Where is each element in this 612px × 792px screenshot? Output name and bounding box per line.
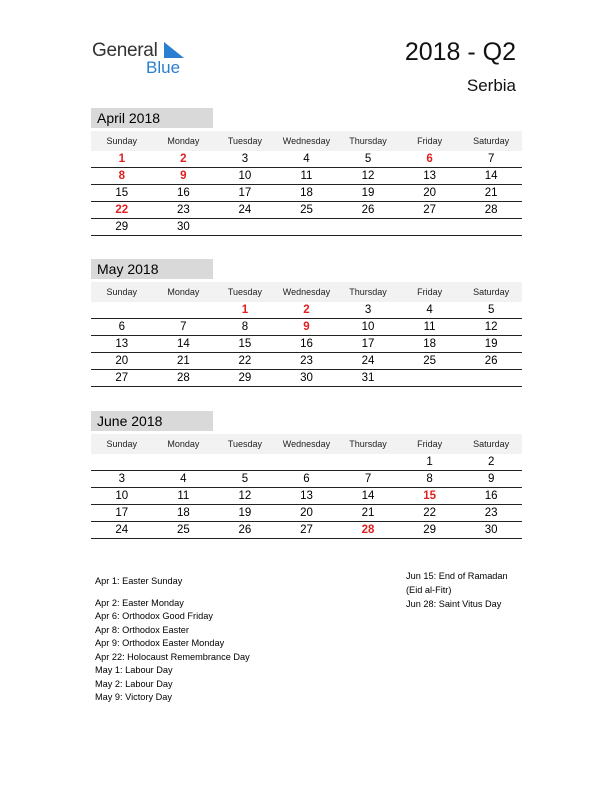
day-cell: 26: [361, 204, 375, 216]
day-cell: [460, 219, 522, 235]
month-title: June 2018: [91, 411, 213, 431]
day-cell: 23: [484, 507, 498, 519]
day-cell: 28: [176, 372, 190, 384]
day-cell: 25: [423, 355, 436, 367]
day-cell: 20: [115, 355, 129, 367]
weekday-header-row: [91, 434, 522, 454]
day-cell: 20: [423, 187, 436, 199]
holiday-day-cell: 9: [180, 170, 187, 182]
day-cell: 30: [176, 221, 190, 233]
day-cell: 17: [361, 338, 375, 350]
weekday-label: Monday: [167, 287, 200, 297]
day-cell: [153, 454, 215, 470]
weekday-label: Tuesday: [227, 136, 262, 146]
day-cell: 11: [423, 321, 436, 333]
day-cell: 3: [118, 473, 125, 485]
day-cell: 5: [487, 304, 495, 316]
weekday-header-row: [91, 282, 522, 302]
day-cell: [399, 370, 461, 386]
day-cell: 21: [484, 187, 498, 199]
weekday-label: Wednesday: [282, 439, 331, 449]
day-cell: 10: [361, 321, 375, 333]
holiday-note: Jun 15: End of Ramadan: [406, 571, 508, 581]
week-row: [91, 202, 522, 219]
day-cell: [153, 302, 215, 318]
day-cell: 8: [426, 473, 433, 485]
day-cell: 19: [484, 338, 498, 350]
day-cell: 2: [487, 456, 495, 468]
week-row: [91, 488, 522, 505]
day-cell: [337, 219, 399, 235]
holiday-notes-left: [95, 575, 250, 705]
day-cell: 16: [484, 490, 498, 502]
day-cell: 24: [361, 355, 375, 367]
weekday-label: Friday: [417, 136, 443, 146]
week-row: [91, 353, 522, 370]
day-cell: [91, 454, 153, 470]
day-cell: 12: [484, 321, 498, 333]
holiday-day-cell: 1: [118, 153, 125, 165]
day-cell: 6: [303, 473, 310, 485]
holiday-note: May 9: Victory Day: [95, 692, 172, 702]
day-cell: 13: [115, 338, 129, 350]
weekday-label: Sunday: [106, 439, 138, 449]
day-cell: 9: [487, 473, 495, 485]
week-row: [91, 370, 522, 387]
day-cell: 7: [180, 321, 187, 333]
day-cell: 17: [115, 507, 129, 519]
weekday-label: Saturday: [473, 136, 510, 146]
week-row: [91, 454, 522, 471]
day-cell: [214, 454, 276, 470]
weekday-label: Friday: [417, 287, 443, 297]
holiday-note: (Eid al-Fitr): [406, 584, 452, 595]
logo-triangle-icon: [164, 42, 184, 58]
day-cell: 25: [176, 524, 190, 536]
holiday-note: May 1: Labour Day: [95, 665, 173, 675]
month-calendar: [91, 259, 522, 387]
week-row: [91, 151, 522, 168]
day-cell: 11: [300, 170, 313, 182]
week-row: [91, 319, 522, 336]
logo: [92, 40, 202, 80]
weekday-label: Wednesday: [282, 287, 331, 297]
day-cell: 8: [241, 321, 249, 333]
holiday-day-cell: 2: [180, 153, 187, 165]
weekday-label: Thursday: [349, 287, 387, 297]
holiday-note: May 2: Labour Day: [95, 678, 173, 689]
day-cell: 15: [115, 187, 129, 199]
weekday-header-row: [91, 131, 522, 151]
holiday-day-cell: 6: [426, 153, 433, 165]
weekday-label: Thursday: [349, 136, 387, 146]
day-cell: 15: [238, 338, 252, 350]
day-cell: 22: [238, 355, 252, 367]
month-title: April 2018: [91, 108, 213, 128]
day-cell: 13: [423, 170, 436, 182]
holiday-note: Apr 8: Orthodox Easter: [95, 624, 189, 635]
holiday-day-cell: 2: [303, 304, 310, 316]
day-cell: 27: [300, 524, 313, 536]
day-cell: 29: [423, 524, 436, 536]
day-cell: 4: [303, 153, 310, 165]
week-row: [91, 505, 522, 522]
day-cell: 24: [115, 524, 129, 536]
weekday-label: Sunday: [106, 136, 138, 146]
weekday-label: Thursday: [349, 439, 387, 449]
weekday-label: Monday: [167, 136, 200, 146]
day-cell: 18: [176, 507, 190, 519]
holiday-note: Apr 6: Orthodox Good Friday: [95, 611, 213, 621]
weekday-label: Saturday: [473, 439, 510, 449]
day-cell: 25: [300, 204, 313, 216]
day-cell: [91, 302, 153, 318]
weekday-label: Wednesday: [282, 136, 331, 146]
day-cell: 18: [423, 338, 436, 350]
day-cell: 3: [241, 153, 249, 165]
day-cell: 27: [115, 372, 129, 384]
day-cell: [276, 219, 338, 235]
week-row: [91, 302, 522, 319]
month-calendar: [91, 411, 522, 539]
holiday-note: Apr 9: Orthodox Easter Monday: [95, 638, 225, 648]
day-cell: 20: [300, 507, 313, 519]
weekday-label: Tuesday: [227, 287, 262, 297]
weekday-label: Friday: [417, 439, 443, 449]
day-cell: 10: [238, 170, 252, 182]
week-row: [91, 336, 522, 353]
day-cell: 7: [364, 473, 372, 485]
weekday-label: Monday: [167, 439, 200, 449]
holiday-day-cell: 8: [118, 170, 125, 182]
day-cell: 11: [177, 490, 190, 502]
day-cell: 12: [238, 490, 252, 502]
day-cell: 14: [176, 338, 190, 350]
day-cell: 24: [238, 204, 252, 216]
weekday-label: Saturday: [473, 287, 510, 297]
day-cell: 19: [361, 187, 375, 199]
day-cell: 29: [115, 221, 129, 233]
day-cell: 4: [180, 473, 187, 485]
week-row: [91, 185, 522, 202]
day-cell: 14: [361, 490, 375, 502]
day-cell: 22: [423, 507, 436, 519]
weekday-label: Tuesday: [227, 439, 262, 449]
holiday-day-cell: 1: [241, 304, 249, 316]
day-cell: 21: [361, 507, 375, 519]
week-row: [91, 522, 522, 539]
day-cell: [399, 219, 461, 235]
day-cell: 21: [176, 355, 190, 367]
day-cell: 17: [238, 187, 252, 199]
logo-general-text: General: [92, 40, 158, 61]
holiday-day-cell: 9: [303, 321, 310, 333]
day-cell: 30: [484, 524, 498, 536]
holiday-note: Apr 1: Easter Sunday: [95, 576, 183, 586]
day-cell: [276, 454, 338, 470]
day-cell: 31: [361, 372, 375, 384]
holiday-notes-right: [406, 570, 508, 612]
day-cell: 29: [238, 372, 252, 384]
day-cell: 16: [176, 187, 190, 199]
day-cell: 6: [118, 321, 125, 333]
day-cell: 30: [300, 372, 313, 384]
day-cell: 14: [484, 170, 498, 182]
day-cell: 16: [300, 338, 313, 350]
week-row: [91, 168, 522, 185]
day-cell: 13: [300, 490, 313, 502]
day-cell: 19: [238, 507, 252, 519]
day-cell: 1: [426, 456, 433, 468]
day-cell: 26: [238, 524, 252, 536]
weekday-label: Sunday: [106, 287, 138, 297]
day-cell: [460, 370, 522, 386]
holiday-day-cell: 22: [115, 204, 129, 216]
page-title: 2018 - Q2: [404, 38, 516, 66]
holiday-note: Apr 22: Holocaust Remembrance Day: [95, 651, 250, 662]
holiday-day-cell: 15: [423, 490, 436, 502]
day-cell: 5: [364, 153, 372, 165]
day-cell: 18: [300, 187, 313, 199]
day-cell: 4: [426, 304, 433, 316]
day-cell: 27: [423, 204, 436, 216]
day-cell: 12: [361, 170, 375, 182]
day-cell: 3: [364, 304, 372, 316]
day-cell: 26: [484, 355, 498, 367]
day-cell: 7: [487, 153, 495, 165]
logo-blue-text: Blue: [146, 58, 181, 77]
day-cell: 23: [300, 355, 313, 367]
month-calendar: [91, 108, 522, 236]
day-cell: [337, 454, 399, 470]
day-cell: 28: [484, 204, 498, 216]
day-cell: [214, 219, 276, 235]
holiday-note: Apr 2: Easter Monday: [95, 597, 184, 608]
country-name: Serbia: [466, 76, 516, 95]
week-row: [91, 471, 522, 488]
holiday-note: Jun 28: Saint Vitus Day: [406, 599, 502, 609]
month-title: May 2018: [91, 259, 213, 279]
holiday-day-cell: 28: [361, 524, 375, 536]
day-cell: 5: [241, 473, 249, 485]
day-cell: 10: [115, 490, 129, 502]
week-row: [91, 219, 522, 236]
day-cell: 23: [176, 204, 190, 216]
